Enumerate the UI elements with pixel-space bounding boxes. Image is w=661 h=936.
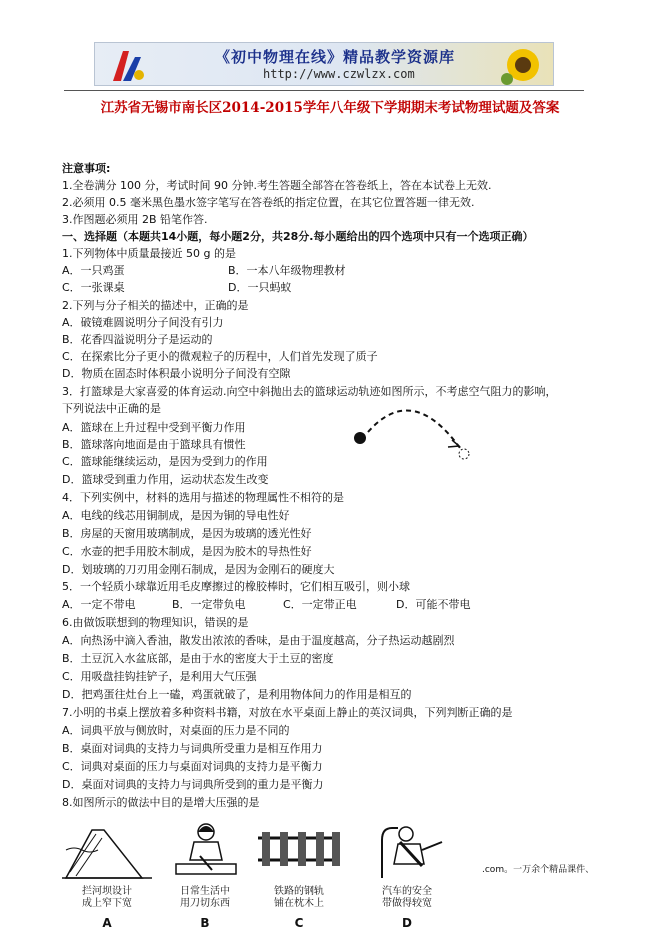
note-item: 1.全卷满分 100 分，考试时间 90 分钟.考生答题全部答在答卷纸上，答在本试卷上无效.: [62, 179, 492, 192]
question-2-option-b: B．花香四溢说明分子是运动的: [62, 333, 213, 346]
question-2-option-c: C．在探索比分子更小的微观粒子的历程中，人们首先发现了质子: [62, 350, 378, 363]
question-4-option-a: A．电线的线芯用铜制成，是因为铜的导电性好: [62, 509, 290, 522]
question-2-option-a: A．破镜难圆说明分子间没有引力: [62, 316, 224, 329]
question-1-stem: 1.下列物体中质量最接近 50 g 的是: [62, 247, 236, 260]
figure-c-letter: C: [294, 916, 304, 930]
seatbelt-driver-icon: [362, 820, 452, 882]
banner-title: 《初中物理在线》精品教学资源库: [215, 48, 456, 66]
question-4-option-d: D．划玻璃的刀刃用金刚石制成，是因为金刚石的硬度大: [62, 563, 335, 576]
basketball-end: [459, 449, 469, 459]
note-item: 2.必须用 0.5 毫米黑色墨水签字笔写在答卷纸的指定位置，在其它位置答题一律无效.: [62, 196, 475, 209]
header-banner: [94, 42, 554, 86]
question-3-stem-cont: 下列说法中正确的是: [62, 402, 161, 415]
question-4-option-c: C．水壶的把手用胶木制成，是因为胶木的导热性好: [62, 545, 312, 558]
dam-icon: [62, 820, 152, 882]
question-3-option-b: B．篮球落向地面是由于篮球具有惯性: [62, 438, 246, 451]
question-4-stem: 4．下列实例中，材料的选用与描述的物理属性不相符的是: [62, 491, 344, 504]
figure-b-knife: [160, 820, 250, 935]
banner-url: http://www.czwlzx.com: [263, 67, 415, 81]
figure-b-caption: 日常生活中 用刀切东西: [180, 886, 230, 909]
basketball-start: [354, 432, 366, 444]
figure-d-letter: D: [402, 916, 412, 930]
question-1-option-b: B．一本八年级物理教材: [228, 264, 346, 277]
railway-track-icon: [254, 820, 344, 882]
question-5-option-d: D．可能不带电: [396, 598, 471, 611]
sunflower-icon: [499, 45, 547, 85]
figure-a-letter: A: [102, 916, 112, 930]
question-5-option-c: C．一定带正电: [283, 598, 357, 611]
question-5-option-b: B．一定带负电: [172, 598, 246, 611]
figure-a-dam: [62, 820, 152, 935]
question-7-option-b: B．桌面对词典的支持力与词典所受重力是相互作用力: [62, 742, 323, 755]
document-title: 江苏省无锡市南长区2014-2015学年八年级下学期期末考试物理试题及答案: [100, 100, 560, 116]
question-7-stem: 7.小明的书桌上摆放着多种资料书籍，对放在水平桌面上静止的英汉词典，下列判断正确的是: [62, 706, 513, 719]
question-1-option-c: C．一张课桌: [62, 281, 125, 294]
figure-d-caption: 汽车的安全 带做得较宽: [382, 886, 432, 909]
question-1-option-a: A．一只鸡蛋: [62, 264, 125, 277]
question-5-stem: 5．一个轻质小球靠近用毛皮摩擦过的橡胶棒时，它们相互吸引，则小球: [62, 580, 410, 593]
question-6-option-d: D．把鸡蛋往灶台上一磕，鸡蛋就破了，是利用物体间力的作用是相互的: [62, 688, 412, 701]
question-7-option-d: D．桌面对词典的支持力与词典所受到的重力是平衡力: [62, 778, 324, 791]
question-6-stem: 6.由做饭联想到的物理知识，错误的是: [62, 616, 249, 629]
question-3-option-d: D．篮球受到重力作用，运动状态发生改变: [62, 473, 269, 486]
figure-b-letter: B: [200, 916, 210, 930]
question-3-option-a: A．篮球在上升过程中受到平衡力作用: [62, 421, 246, 434]
figure-d-seatbelt: [362, 820, 452, 935]
question-1-option-d: D．一只蚂蚁: [228, 281, 292, 294]
trajectory-path: [368, 410, 460, 448]
question-6-option-b: B．土豆沉入水盆底部，是由于水的密度大于土豆的密度: [62, 652, 334, 665]
knife-cutting-icon: [160, 820, 250, 882]
figure-c-rail: [254, 820, 344, 935]
question-6-option-c: C．用吸盘挂钩挂铲子，是利用大气压强: [62, 670, 257, 683]
question-7-option-c: C．词典对桌面的压力与桌面对词典的支持力是平衡力: [62, 760, 323, 773]
question-7-option-a: A．词典平放与侧放时，对桌面的压力是不同的: [62, 724, 290, 737]
figure-c-caption: 铁路的钢轨 铺在枕木上: [274, 886, 324, 909]
site-logo-icon: [109, 47, 149, 83]
question-3-stem: 3．打篮球是大家喜爱的体育运动.向空中斜抛出去的篮球运动轨迹如图所示，不考虑空气阻力的影响，: [62, 385, 557, 398]
question-5-option-a: A．一定不带电: [62, 598, 136, 611]
question-3-option-c: C．篮球能继续运动，是因为受到力的作用: [62, 455, 268, 468]
notes-heading: 注意事项:: [62, 162, 111, 175]
note-item: 3.作图题必须用 2B 铅笔作答.: [62, 213, 208, 226]
question-6-option-a: A．向热汤中滴入香油，散发出浓浓的香味，是由于温度越高，分子热运动越剧烈: [62, 634, 455, 647]
question-4-option-b: B．房屋的天窗用玻璃制成，是因为玻璃的透光性好: [62, 527, 312, 540]
header-rule: [64, 90, 584, 91]
basketball-trajectory-figure: [352, 392, 474, 462]
figure-a-caption: 拦河坝设计 成上窄下宽: [82, 886, 132, 909]
question-2-option-d: D．物质在固态时体积最小说明分子间没有空隙: [62, 367, 291, 380]
question-2-stem: 2.下列与分子相关的描述中，正确的是: [62, 299, 249, 312]
section-heading: 一、选择题（本题共14小题，每小题2分，共28分.每小题给出的四个选项中只有一个选项正确）: [62, 230, 534, 243]
question-8-stem: 8.如图所示的做法中目的是增大压强的是: [62, 796, 260, 809]
footer-watermark-text: .com。一万余个精品课件、: [482, 865, 595, 875]
